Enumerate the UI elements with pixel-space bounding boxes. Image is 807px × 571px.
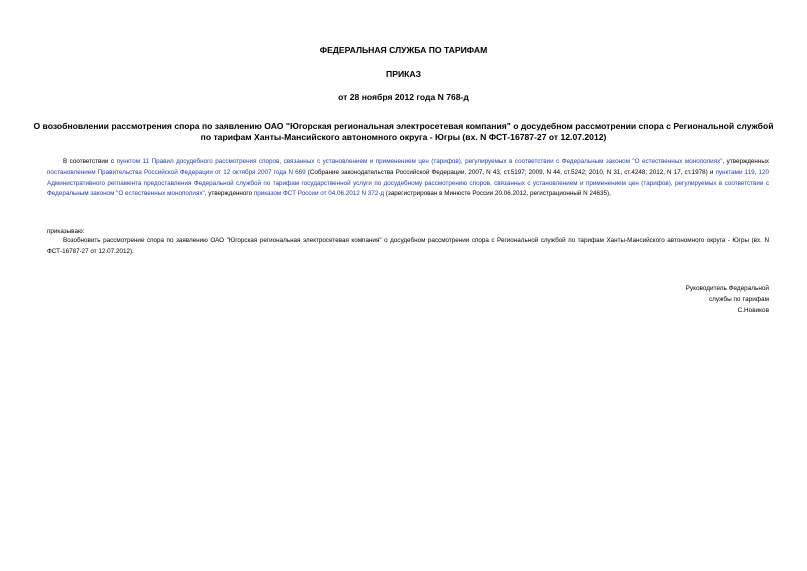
signature-position-line-2: службы по тарифам: [708, 295, 769, 303]
order-label: приказываю:: [47, 228, 85, 235]
document-subject: О возобновлении рассмотрения спора по заявлению ОАО "Югорская региональная электросетевая компания" о досудебном рассмотрении спора с Региональной службой по тарифам Ханты-Мансийского автономного округа - Югры (вх. N ФСТ-16787-27 от 12.07.2012): [33, 121, 774, 142]
preamble-text-6: (зарегистрирован в Минюсте России 20.06.2012, регистрационный N 24635),: [384, 190, 611, 198]
preamble-text-3: (Собрание законодательства Российской Федерации, 2007, N 43, ст.5197; 2009, N 44, ст.5242; 2010, N 31, ст.4248; 2012, N 17, ст.1978) и: [305, 168, 716, 176]
link-regulation-clause-120[interactable]: 120 Административного регламента предоставления Федеральной службой по тарифам государственной услуги по досудебному рассмотрению споров, связанных с установлением и применением цен (тарифов), регулируемых в соответствии с Федеральным законом "О естественных монополиях": [47, 168, 770, 198]
signature-position-line-1: Руководитель Федеральной: [685, 285, 769, 292]
link-government-decree-669[interactable]: постановлением Правительства Российской Федерации от 12 октября 2007 года N 669: [47, 168, 306, 176]
signature-block: [686, 284, 769, 316]
preamble-paragraph: [47, 157, 769, 200]
issuing-organization: ФЕДЕРАЛЬНАЯ СЛУЖБА ПО ТАРИФАМ: [319, 45, 488, 55]
preamble-text-5: , утвержденного: [204, 190, 254, 198]
document-date-number: от 28 ноября 2012 года N 768-д: [338, 92, 469, 102]
link-rules-clause-11[interactable]: пунктом 11 Правил досудебного рассмотрения споров, связанных с установлением и применением цен (тарифов), регулируемых в соответствии с Федеральным законом "О естественных монополиях": [116, 158, 723, 165]
preamble-text-2: , утвержденных: [722, 158, 770, 165]
preamble-text-1: В соответствии с: [63, 158, 117, 165]
order-paragraph: Возобновить рассмотрение спора по заявлению ОАО "Югорская региональная электросетевая компания" о досудебном рассмотрении спора с Региональной службой по тарифам Ханты-Мансийского автономного округа - Югры (вх. N ФСТ-16787-27 от 12.07.2012).: [47, 237, 769, 255]
document-type: ПРИКАЗ: [386, 69, 421, 79]
preamble-text-4: ,: [754, 168, 759, 176]
link-regulation-clause-119[interactable]: пунктами 119: [715, 168, 755, 176]
link-fst-order-372[interactable]: приказом ФСТ России от 04.06.2012 N 372-д: [253, 190, 385, 198]
signature-name: С.Новиков: [737, 306, 769, 314]
